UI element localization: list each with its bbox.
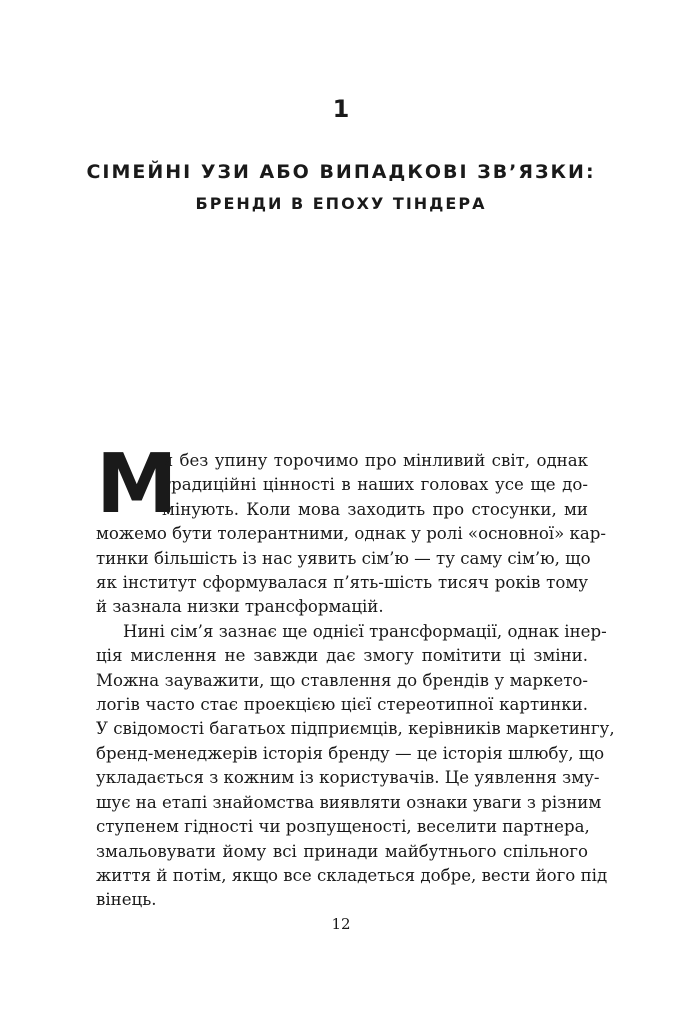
text-line: логів часто стає проекцією цієї стереотипної картинки. [96, 695, 588, 715]
text-line: змальовувати йому всі принади майбутнього спільного [96, 841, 588, 861]
text-line: вінець. [96, 890, 157, 910]
text-line: ступенем гідності чи розпущеності, веселити партнера, [96, 817, 590, 837]
text-line: мінують. Коли мова заходить про стосунки, ми [162, 499, 588, 519]
text-line: Нині сім’я зазнає ще однієї трансформації, однак інер- [123, 621, 607, 641]
text-line: укладається з кожним із користувачів. Це уявлення зму- [96, 768, 600, 788]
text-line: тинки більшість із нас уявить сім’ю — ту саму сім’ю, що [96, 548, 591, 568]
text-line: У свідомості багатьох підприємців, керівників маркетингу, [96, 719, 615, 739]
text-line: шує на етапі знайомства виявляти ознаки уваги з різним [96, 792, 602, 812]
text-line: традиційні цінності в наших головах усе ще до- [162, 475, 588, 495]
chapter-title-line-1: СІМЕЙНІ УЗИ АБО ВИПАДКОВІ ЗВ’ЯЗКИ: [86, 161, 596, 183]
text-line: бренд-менеджерів історія бренду — це історія шлюбу, що [96, 743, 605, 763]
body-text [96, 449, 615, 913]
text-line: и без упину торочимо про мінливий світ, однак [162, 451, 588, 470]
text-line: життя й потім, якщо все складеться добре, вести його під [96, 865, 608, 885]
text-line: як інститут сформувалася п’ять-шість тисяч років тому [96, 573, 588, 593]
page-number: 12 [331, 915, 351, 933]
text-line: можемо бути толерантними, однак у ролі «основної» кар- [96, 524, 607, 544]
chapter-title [0, 156, 682, 219]
drop-cap-letter: М [96, 437, 178, 532]
chapter-title-line-2: БРЕНДИ В ЕПОХУ ТІНДЕРА [195, 194, 487, 213]
text-line: Можна зауважити, що ставлення до брендів у маркето- [96, 670, 588, 690]
text-line: й зазнала низки трансформацій. [96, 597, 384, 617]
chapter-number: 1 [332, 95, 350, 123]
text-line: ція мислення не завжди дає змогу помітити ці зміни. [96, 646, 588, 666]
